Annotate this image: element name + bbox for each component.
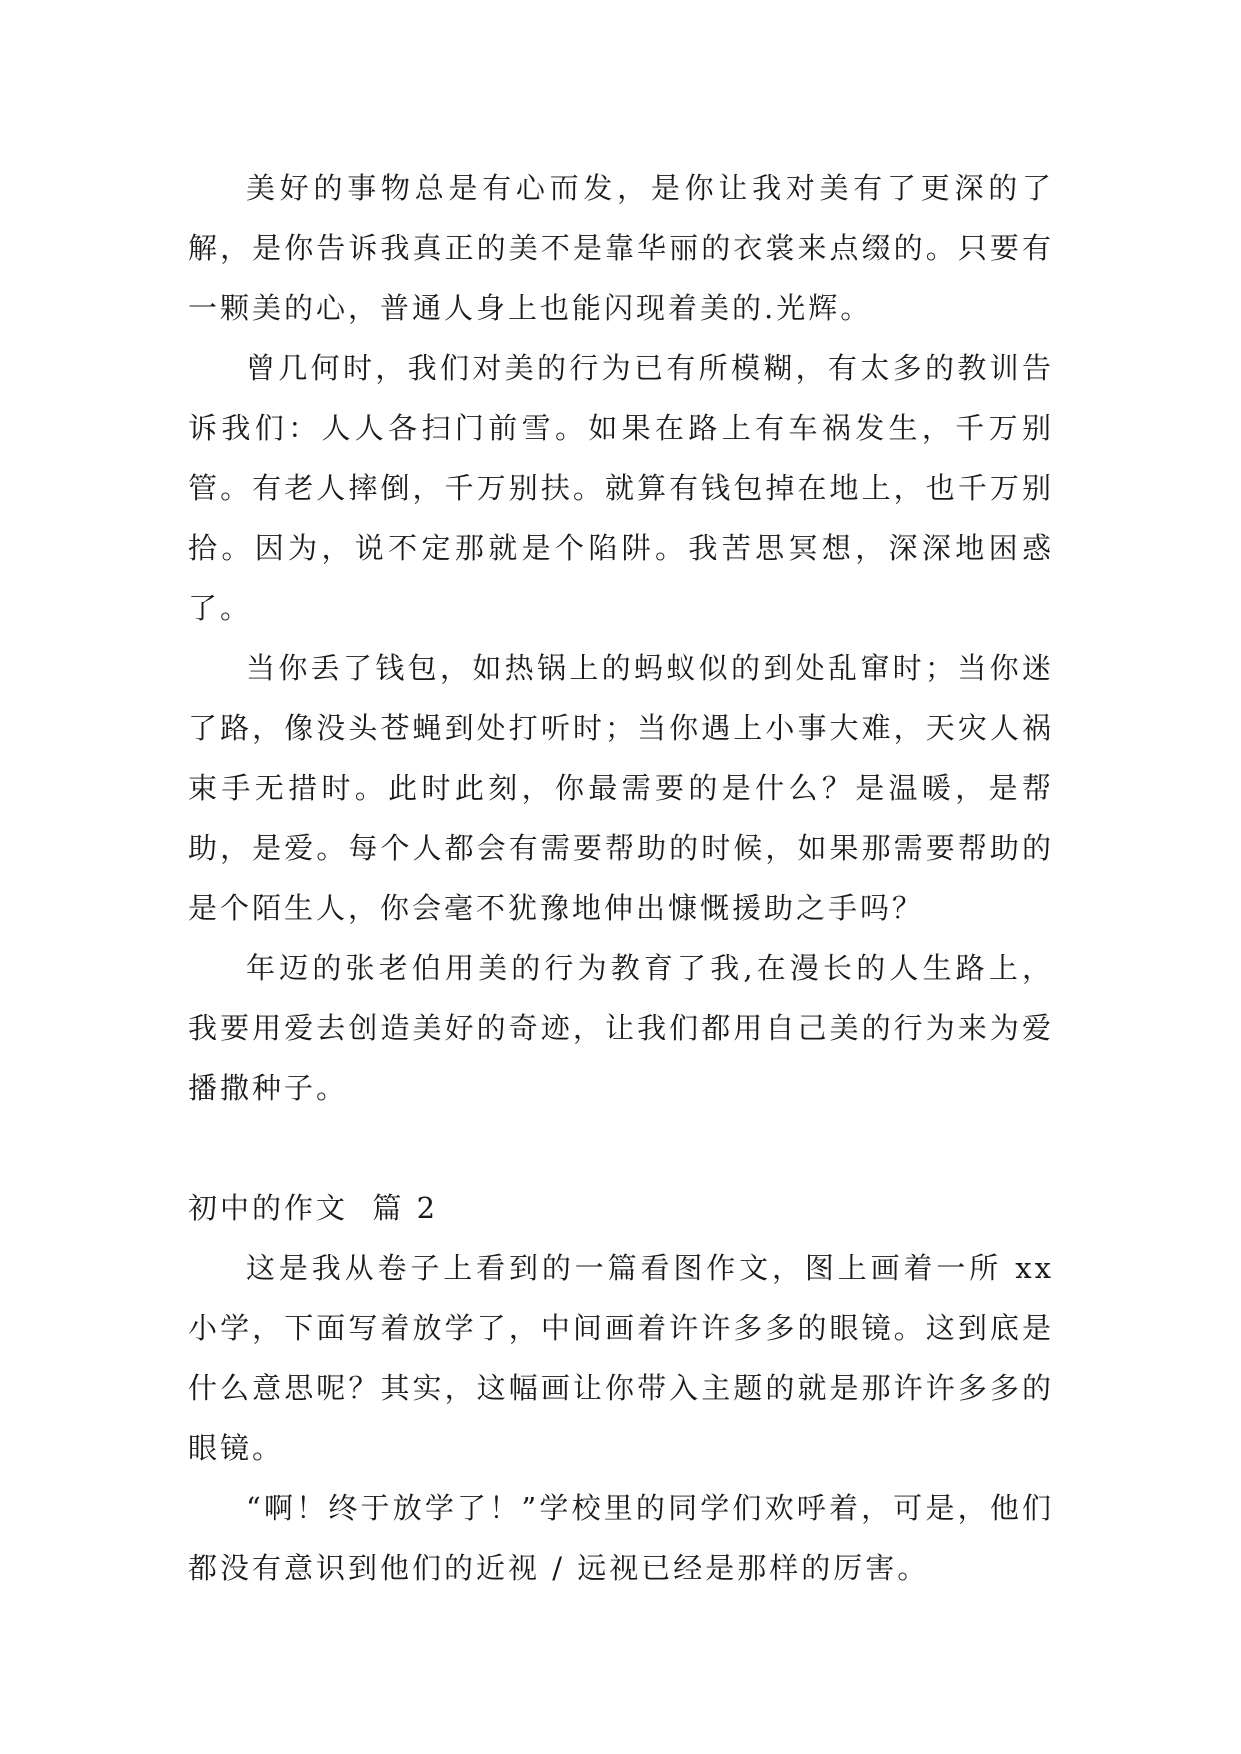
paragraph: 年迈的张老伯用美的行为教育了我,在漫长的人生路上，我要用爱去创造美好的奇迹，让我们都用自己美的行为来为爱播撒种子。	[188, 951, 1054, 1105]
document-body	[188, 158, 1054, 1598]
paragraph: 曾几何时，我们对美的行为已有所模糊，有太多的教训告诉我们：人人各扫门前雪。如果在路上有车祸发生，千万别管。有老人摔倒，千万别扶。就算有钱包掉在地上，也千万别拾。因为，说不定那就是个陷阱。我苦思冥想，深深地困惑了。	[188, 351, 1054, 625]
paragraph: “啊！终于放学了！”学校里的同学们欢呼着，可是，他们都没有意识到他们的近视 / 远视已经是那样的厉害。	[188, 1491, 1054, 1585]
paragraph: 这是我从卷子上看到的一篇看图作文，图上画着一所 xx 小学，下面写着放学了，中间画着许许多多的眼镜。这到底是什么意思呢？其实，这幅画让你带入主题的就是那许许多多的眼镜。	[188, 1251, 1054, 1465]
paragraph: 美好的事物总是有心而发，是你让我对美有了更深的了解，是你告诉我真正的美不是靠华丽的衣裳来点缀的。只要有一颗美的心，普通人身上也能闪现着美的.光辉。	[188, 171, 1054, 325]
paragraph: 当你丢了钱包，如热锅上的蚂蚁似的到处乱窜时；当你迷了路，像没头苍蝇到处打听时；当你遇上小事大难，天灾人祸束手无措时。此时此刻，你最需要的是什么？是温暖，是帮助，是爱。每个人都会有需要帮助的时候，如果那需要帮助的是个陌生人，你会毫不犹豫地伸出慷慨援助之手吗？	[188, 651, 1054, 925]
section-heading: 初中的作文 篇 2	[188, 1191, 439, 1225]
